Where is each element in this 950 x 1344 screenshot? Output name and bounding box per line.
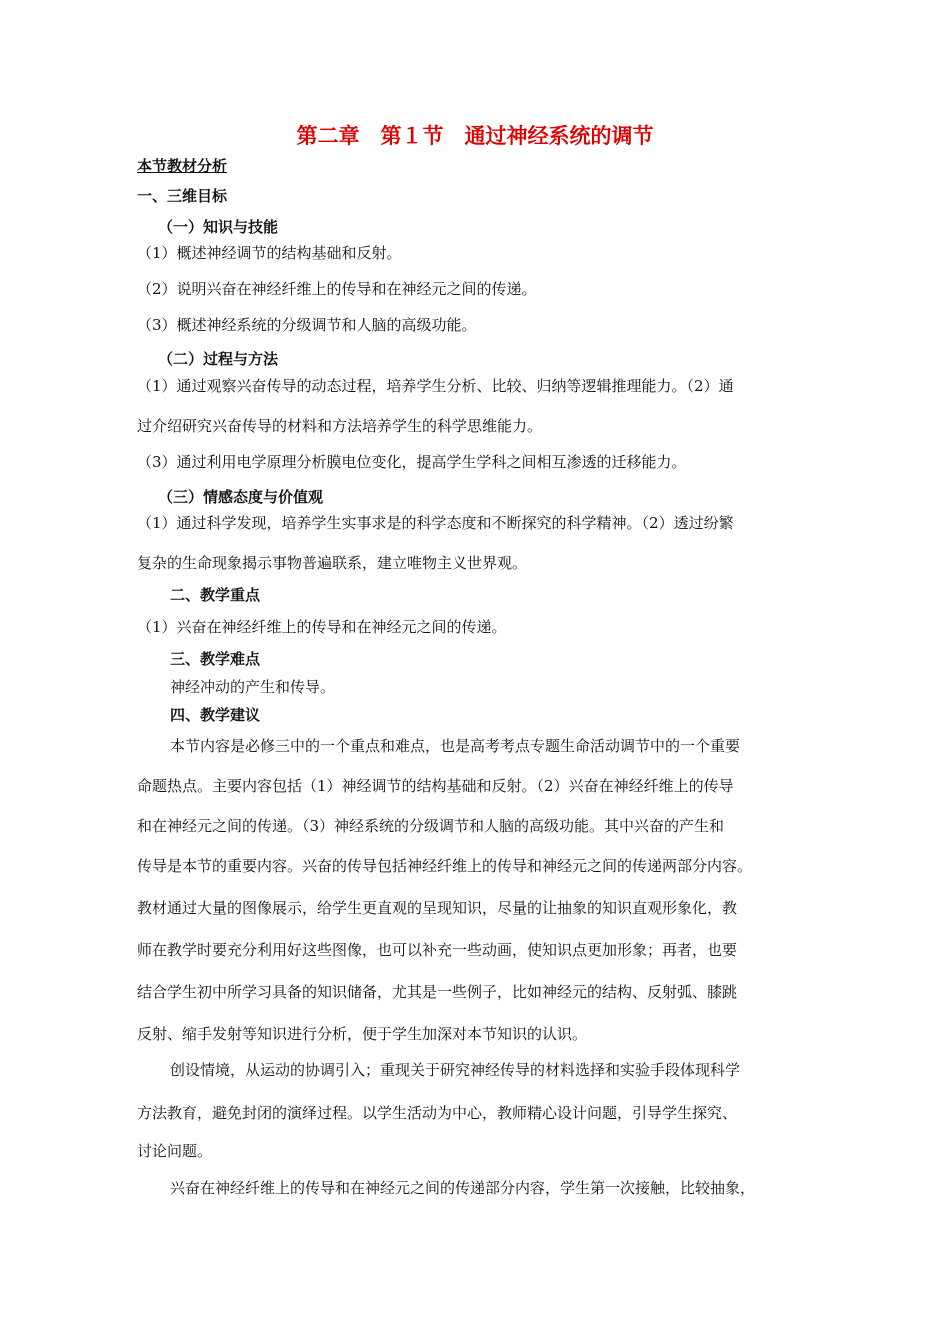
analysis-heading: 本节教材分析 <box>137 157 228 175</box>
knowledge-item-1: （1）概述神经调节的结构基础和反射。 <box>137 244 402 262</box>
process-item-1-cont: 过介绍研究兴奋传导的材料和方法培养学生的科学思维能力。 <box>137 417 543 435</box>
paragraph-line: 命题热点。主要内容包括（1）神经调节的结构基础和反射。（2）兴奋在神经纤维上的传导 <box>137 777 734 795</box>
subheading-values: （三）情感态度与价值观 <box>158 488 324 506</box>
section-heading-difficulty: 三、教学难点 <box>170 650 261 668</box>
process-item-1: （1）通过观察兴奋传导的动态过程，培养学生分析、比较、归纳等逻辑推理能力。（2）通 <box>137 377 734 395</box>
values-item-1-cont: 复杂的生命现象揭示事物普遍联系，建立唯物主义世界观。 <box>137 554 528 572</box>
paragraph-line: 结合学生初中所学习具备的知识储备，尤其是一些例子，比如神经元的结构、反射弧、膝跳 <box>137 983 738 1001</box>
knowledge-item-3: （3）概述神经系统的分级调节和人脑的高级功能。 <box>137 316 477 334</box>
difficulty-text: 神经冲动的产生和传导。 <box>170 678 336 696</box>
paragraph-line: 方法教育，避免封闭的演绎过程。以学生活动为中心，教师精心设计问题，引导学生探究、 <box>137 1104 738 1122</box>
subheading-process: （二）过程与方法 <box>158 350 279 368</box>
values-item-1: （1）通过科学发现，培养学生实事求是的科学态度和不断探究的科学精神。（2）透过纷繁 <box>137 514 734 532</box>
paragraph-line: 和在神经元之间的传递。（3）神经系统的分级调节和人脑的高级功能。其中兴奋的产生和 <box>137 817 725 835</box>
knowledge-item-2: （2）说明兴奋在神经纤维上的传导和在神经元之间的传递。 <box>137 280 537 298</box>
focus-item-1: （1）兴奋在神经纤维上的传导和在神经元之间的传递。 <box>137 618 507 636</box>
paragraph-line: 传导是本节的重要内容。兴奋的传导包括神经纤维上的传导和神经元之间的传递两部分内容。 <box>137 857 753 875</box>
page-title: 第二章 第１节 通过神经系统的调节 <box>296 124 654 148</box>
section-heading-focus: 二、教学重点 <box>170 586 261 604</box>
paragraph-line: 兴奋在神经纤维上的传导和在神经元之间的传递部分内容，学生第一次接触，比较抽象， <box>170 1179 756 1197</box>
subheading-knowledge: （一）知识与技能 <box>158 218 279 236</box>
paragraph-line: 讨论问题。 <box>137 1142 213 1160</box>
paragraph-line: 本节内容是必修三中的一个重点和难点，也是高考考点专题生命活动调节中的一个重要 <box>170 737 741 755</box>
paragraph-line: 反射、缩手发射等知识进行分析，便于学生加深对本节知识的认识。 <box>137 1025 588 1043</box>
section-heading-suggestions: 四、教学建议 <box>170 706 261 724</box>
paragraph-line: 创设情境，从运动的协调引入；重现关于研究神经传导的材料选择和实验手段体现科学 <box>170 1061 741 1079</box>
process-item-3: （3）通过利用电学原理分析膜电位变化，提高学生学科之间相互渗透的迁移能力。 <box>137 453 687 471</box>
section-heading-goals: 一、三维目标 <box>137 187 228 205</box>
paragraph-line: 师在教学时要充分利用好这些图像，也可以补充一些动画，使知识点更加形象；再者，也要 <box>137 941 738 959</box>
paragraph-line: 教材通过大量的图像展示，给学生更直观的呈现知识，尽量的让抽象的知识直观形象化，教 <box>137 899 738 917</box>
